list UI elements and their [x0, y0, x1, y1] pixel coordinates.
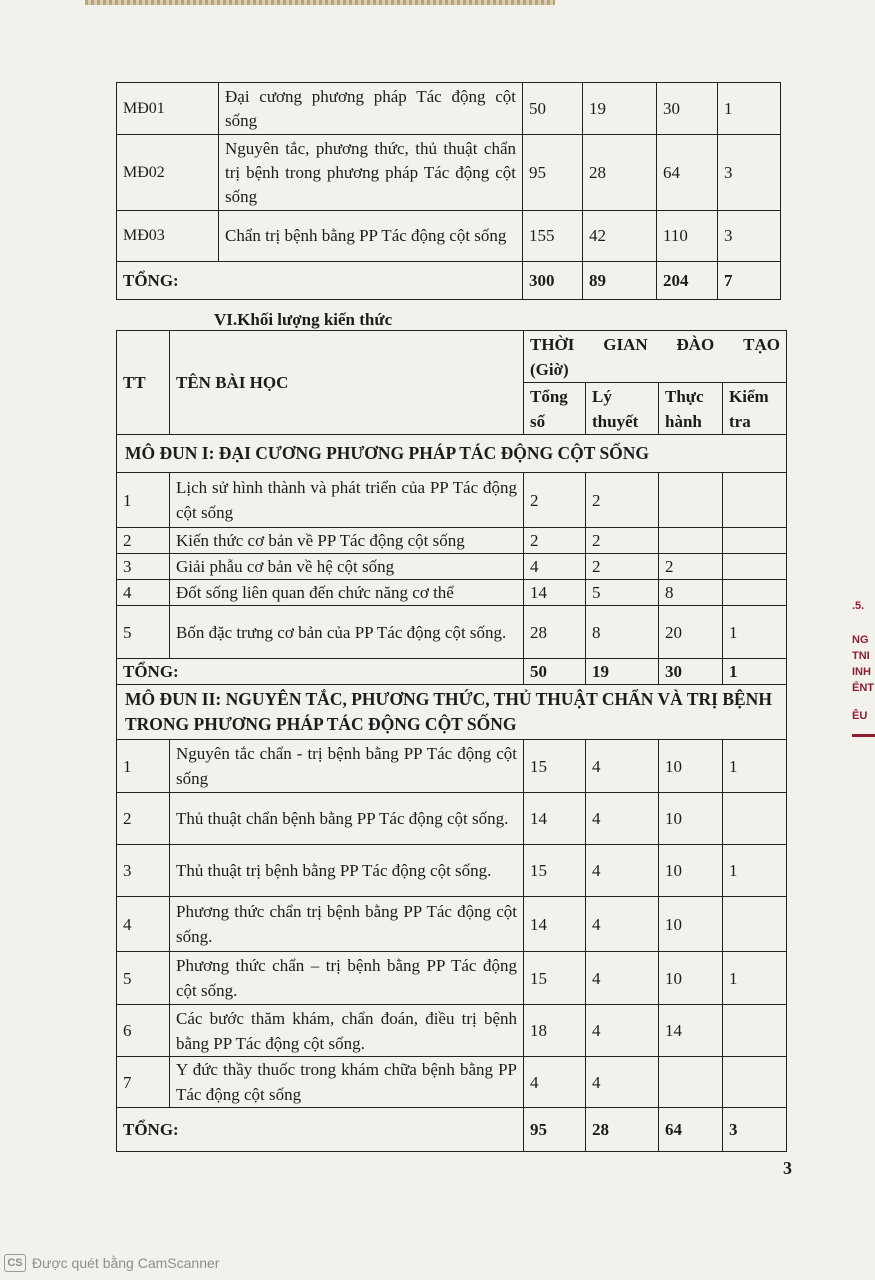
- theory-hours: 8: [586, 606, 659, 659]
- row-number: 7: [117, 1057, 170, 1108]
- theory-hours: 89: [583, 262, 657, 300]
- lesson-name: Giải phẫu cơ bản về hệ cột sống: [170, 554, 524, 580]
- practice-hours: 10: [659, 793, 723, 845]
- column-header-total: Tổng số: [524, 383, 586, 435]
- theory-hours: 42: [583, 211, 657, 262]
- row-number: 3: [117, 845, 170, 897]
- theory-hours: 4: [586, 845, 659, 897]
- module-name: Nguyên tắc, phương thức, thủ thuật chẩn trị bệnh trong phương pháp Tác động cột sống: [219, 135, 523, 211]
- lesson-name: Thủ thuật trị bệnh bằng PP Tác động cột sống.: [170, 845, 524, 897]
- practice-hours: 10: [659, 740, 723, 793]
- module-name: Chẩn trị bệnh bằng PP Tác động cột sống: [219, 211, 523, 262]
- lesson-name: Các bước thăm khám, chẩn đoán, điều trị bệnh bằng PP Tác động cột sống.: [170, 1005, 524, 1057]
- column-header-tt: TT: [117, 331, 170, 435]
- column-header-training-time: [524, 331, 787, 383]
- table-row: [117, 83, 781, 135]
- column-header-practice: Thực hành: [659, 383, 723, 435]
- theory-hours: 4: [586, 952, 659, 1005]
- module-code: MĐ03: [117, 211, 219, 262]
- table-row: [117, 211, 781, 262]
- test-hours: [723, 554, 787, 580]
- stamp-text: NG: [852, 634, 869, 646]
- column-header-lesson: TÊN BÀI HỌC: [170, 331, 524, 435]
- row-number: 5: [117, 606, 170, 659]
- lesson-name: Y đức thầy thuốc trong khám chữa bệnh bằng PP Tác động cột sống: [170, 1057, 524, 1108]
- header-word: THỜI: [530, 334, 575, 354]
- test-hours: [723, 473, 787, 528]
- page-number: 3: [783, 1158, 792, 1178]
- theory-hours: 2: [586, 473, 659, 528]
- page-top-edge: [85, 0, 555, 5]
- total-row: [117, 262, 781, 300]
- header-word: TẠO: [743, 334, 780, 354]
- scanner-watermark: [0, 1252, 875, 1274]
- theory-hours: 2: [586, 528, 659, 554]
- section-heading: VI.Khối lượng kiến thức: [214, 310, 393, 329]
- test-hours: 3: [718, 135, 781, 211]
- camscanner-logo-icon: CS: [4, 1254, 26, 1272]
- total-hours: 95: [523, 135, 583, 211]
- lesson-name: Bốn đặc trưng cơ bản của PP Tác động cột sống.: [170, 606, 524, 659]
- row-number: 4: [117, 897, 170, 952]
- total-hours: 28: [524, 606, 586, 659]
- module-code: MĐ02: [117, 135, 219, 211]
- module-code: MĐ01: [117, 83, 219, 135]
- row-number: 3: [117, 554, 170, 580]
- total-hours: 2: [524, 473, 586, 528]
- lesson-name: Đốt sống liên quan đến chức năng cơ thể: [170, 580, 524, 606]
- row-number: 2: [117, 793, 170, 845]
- header-word: ĐÀO: [676, 334, 715, 354]
- table-row: [117, 473, 787, 528]
- practice-hours: [659, 473, 723, 528]
- test-hours: [723, 1057, 787, 1108]
- total-hours: 2: [524, 528, 586, 554]
- total-label: TỔNG:: [117, 659, 524, 685]
- test-hours: 1: [723, 606, 787, 659]
- test-hours: 1: [723, 740, 787, 793]
- theory-hours: 2: [586, 554, 659, 580]
- total-hours: 50: [524, 659, 586, 685]
- row-number: 1: [117, 740, 170, 793]
- total-row: [117, 659, 787, 685]
- theory-hours: 19: [586, 659, 659, 685]
- module-title-row: [117, 435, 787, 473]
- practice-hours: 10: [659, 845, 723, 897]
- theory-hours: 28: [583, 135, 657, 211]
- theory-hours: 5: [586, 580, 659, 606]
- theory-hours: 4: [586, 740, 659, 793]
- lesson-name: Thủ thuật chẩn bệnh bằng PP Tác động cột sống.: [170, 793, 524, 845]
- stamp-border: [852, 734, 875, 737]
- table-row: [117, 1057, 787, 1108]
- test-hours: [723, 897, 787, 952]
- test-hours: 1: [718, 83, 781, 135]
- test-hours: [723, 793, 787, 845]
- module-title: MÔ ĐUN II: NGUYÊN TẮC, PHƯƠNG THỨC, THỦ THUẬT CHẨN VÀ TRỊ BỆNH TRONG PHƯƠNG PHÁP TÁC ĐỘNG CỘT SỐNG: [117, 685, 787, 740]
- theory-hours: 28: [586, 1108, 659, 1152]
- header-row: [117, 331, 787, 383]
- practice-hours: 30: [659, 659, 723, 685]
- total-row: [117, 1108, 787, 1152]
- table-row: [117, 606, 787, 659]
- row-number: 4: [117, 580, 170, 606]
- stamp-text: TNI: [852, 650, 870, 662]
- table-row: [117, 1005, 787, 1057]
- total-hours: 14: [524, 897, 586, 952]
- test-hours: 1: [723, 659, 787, 685]
- total-hours: 4: [524, 554, 586, 580]
- total-label: TỔNG:: [117, 1108, 524, 1152]
- total-label: TỔNG:: [117, 262, 523, 300]
- practice-hours: 10: [659, 897, 723, 952]
- practice-hours: 64: [657, 135, 718, 211]
- test-hours: 1: [723, 952, 787, 1005]
- module-summary-table: [116, 82, 781, 300]
- total-hours: 18: [524, 1005, 586, 1057]
- practice-hours: 110: [657, 211, 718, 262]
- table-row: [117, 897, 787, 952]
- table-row: [117, 845, 787, 897]
- module-title-row: [117, 685, 787, 740]
- stamp-text: ỂNT: [852, 682, 874, 694]
- table-row: [117, 135, 781, 211]
- module-title: MÔ ĐUN I: ĐẠI CƯƠNG PHƯƠNG PHÁP TÁC ĐỘNG CỘT SỐNG: [117, 435, 787, 473]
- row-number: 1: [117, 473, 170, 528]
- table-row: [117, 554, 787, 580]
- practice-hours: 14: [659, 1005, 723, 1057]
- column-header-test: Kiểm tra: [723, 383, 787, 435]
- lesson-name: Lịch sử hình thành và phát triển của PP Tác động cột sống: [170, 473, 524, 528]
- practice-hours: 8: [659, 580, 723, 606]
- total-hours: 300: [523, 262, 583, 300]
- theory-hours: 4: [586, 1057, 659, 1108]
- module-name: Đại cương phương pháp Tác động cột sống: [219, 83, 523, 135]
- stamp-text: .5.: [852, 600, 865, 612]
- lesson-name: Kiến thức cơ bản về PP Tác động cột sống: [170, 528, 524, 554]
- practice-hours: 2: [659, 554, 723, 580]
- total-hours: 14: [524, 793, 586, 845]
- practice-hours: 30: [657, 83, 718, 135]
- row-number: 6: [117, 1005, 170, 1057]
- test-hours: 3: [723, 1108, 787, 1152]
- lesson-name: Phương thức chẩn trị bệnh bằng PP Tác động cột sống.: [170, 897, 524, 952]
- practice-hours: 20: [659, 606, 723, 659]
- row-number: 5: [117, 952, 170, 1005]
- lesson-name: Nguyên tắc chẩn - trị bệnh bằng PP Tác động cột sống: [170, 740, 524, 793]
- red-stamp-fragment: [852, 598, 875, 764]
- practice-hours: 204: [657, 262, 718, 300]
- test-hours: 1: [723, 845, 787, 897]
- total-hours: 15: [524, 952, 586, 1005]
- total-hours: 15: [524, 845, 586, 897]
- theory-hours: 4: [586, 897, 659, 952]
- total-hours: 50: [523, 83, 583, 135]
- lesson-name: Phương thức chẩn – trị bệnh bằng PP Tác động cột sống.: [170, 952, 524, 1005]
- theory-hours: 4: [586, 1005, 659, 1057]
- table-row: [117, 580, 787, 606]
- total-hours: 4: [524, 1057, 586, 1108]
- theory-hours: 19: [583, 83, 657, 135]
- header-unit: (Giờ): [530, 359, 569, 379]
- test-hours: [723, 580, 787, 606]
- test-hours: 7: [718, 262, 781, 300]
- practice-hours: [659, 1057, 723, 1108]
- practice-hours: [659, 528, 723, 554]
- table-row: [117, 740, 787, 793]
- stamp-text: ÊU: [852, 710, 868, 722]
- practice-hours: 10: [659, 952, 723, 1005]
- scanner-text: Được quét bằng CamScanner: [32, 1255, 220, 1271]
- knowledge-volume-table: [116, 330, 787, 1152]
- theory-hours: 4: [586, 793, 659, 845]
- total-hours: 155: [523, 211, 583, 262]
- row-number: 2: [117, 528, 170, 554]
- test-hours: [723, 528, 787, 554]
- table-row: [117, 793, 787, 845]
- header-word: GIAN: [603, 334, 648, 354]
- total-hours: 95: [524, 1108, 586, 1152]
- total-hours: 14: [524, 580, 586, 606]
- test-hours: 3: [718, 211, 781, 262]
- practice-hours: 64: [659, 1108, 723, 1152]
- test-hours: [723, 1005, 787, 1057]
- table-row: [117, 952, 787, 1005]
- column-header-theory: Lý thuyết: [586, 383, 659, 435]
- table-row: [117, 528, 787, 554]
- total-hours: 15: [524, 740, 586, 793]
- stamp-text: INH: [852, 666, 871, 678]
